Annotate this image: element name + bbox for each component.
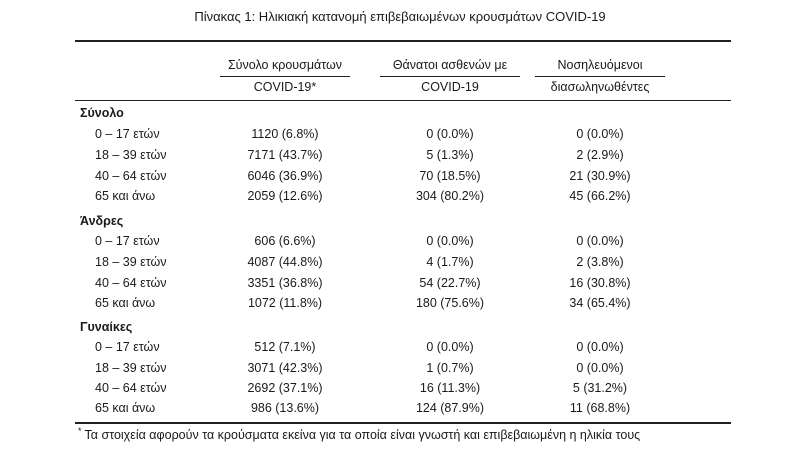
cases-cell: 606 (6.6%) <box>254 234 316 248</box>
table-caption: Πίνακας 1: Ηλικιακή κατανομή επιβεβαιωμένων κρουσμάτων COVID-19 <box>194 9 606 24</box>
age-range-cell: 18 – 39 ετών <box>95 361 167 375</box>
cases-cell: 7171 (43.7%) <box>247 148 323 162</box>
column-header-line1: Θάνατοι ασθενών με <box>380 55 520 77</box>
cases-cell: 6046 (36.9%) <box>247 169 323 183</box>
cases-cell: 1120 (6.8%) <box>251 127 319 141</box>
age-range-cell: 0 – 17 ετών <box>95 234 160 248</box>
table-row <box>0 169 800 189</box>
column-header-line2: COVID-19* <box>253 80 317 94</box>
intubated-cell: 0 (0.0%) <box>576 234 624 248</box>
deaths-cell: 124 (87.9%) <box>415 401 485 415</box>
cases-cell: 4087 (44.8%) <box>247 255 323 269</box>
deaths-cell: 0 (0.0%) <box>426 127 474 141</box>
cases-cell: 3071 (42.3%) <box>247 361 323 375</box>
cases-cell: 2692 (37.1%) <box>247 381 323 395</box>
table-row <box>0 255 800 275</box>
deaths-cell: 70 (18.5%) <box>419 169 481 183</box>
deaths-cell: 4 (1.7%) <box>426 255 474 269</box>
cases-cell: 2059 (12.6%) <box>247 189 323 203</box>
intubated-cell: 0 (0.0%) <box>576 127 624 141</box>
intubated-cell: 2 (2.9%) <box>576 148 624 162</box>
age-range-cell: 65 και άνω <box>95 401 156 415</box>
age-range-cell: 40 – 64 ετών <box>95 169 167 183</box>
age-range-cell: 0 – 17 ετών <box>95 340 160 354</box>
deaths-cell: 0 (0.0%) <box>426 234 474 248</box>
age-range-cell: 40 – 64 ετών <box>95 381 167 395</box>
age-range-cell: 40 – 64 ετών <box>95 276 167 290</box>
deaths-cell: 1 (0.7%) <box>426 361 474 375</box>
intubated-cell: 21 (30.9%) <box>569 169 631 183</box>
group-title-women: Γυναίκες <box>80 320 133 334</box>
column-header-line2: διασωληνωθέντες <box>550 80 650 94</box>
deaths-cell: 16 (11.3%) <box>419 381 481 395</box>
group-title-total: Σύνολο <box>80 106 124 120</box>
table-top-rule <box>75 40 731 42</box>
table-row <box>0 296 800 316</box>
deaths-cell: 0 (0.0%) <box>426 340 474 354</box>
footnote <box>78 426 640 442</box>
column-header-total-cases <box>220 55 350 98</box>
age-range-cell: 0 – 17 ετών <box>95 127 160 141</box>
table-row <box>0 401 800 421</box>
table-row <box>0 361 800 381</box>
deaths-cell: 5 (1.3%) <box>426 148 474 162</box>
table-row <box>0 381 800 401</box>
cases-cell: 512 (7.1%) <box>254 340 316 354</box>
intubated-cell: 11 (68.8%) <box>569 401 631 415</box>
intubated-cell: 16 (30.8%) <box>569 276 631 290</box>
column-header-deaths <box>380 55 520 98</box>
age-range-cell: 65 και άνω <box>95 189 156 203</box>
column-header-line1: Σύνολο κρουσμάτων <box>220 55 350 77</box>
column-header-line2: COVID-19 <box>421 80 479 94</box>
intubated-cell: 0 (0.0%) <box>576 340 624 354</box>
intubated-cell: 45 (66.2%) <box>569 189 631 203</box>
intubated-cell: 34 (65.4%) <box>569 296 631 310</box>
cases-cell: 3351 (36.8%) <box>247 276 323 290</box>
age-range-cell: 18 – 39 ετών <box>95 148 167 162</box>
table-bottom-rule <box>75 422 731 424</box>
table-row <box>0 189 800 209</box>
table-row <box>0 340 800 360</box>
intubated-cell: 2 (3.8%) <box>576 255 624 269</box>
group-title-men: Άνδρες <box>80 214 124 228</box>
table-row <box>0 234 800 254</box>
footnote-marker: * <box>78 426 82 436</box>
deaths-cell: 54 (22.7%) <box>419 276 481 290</box>
intubated-cell: 0 (0.0%) <box>576 361 624 375</box>
cases-cell: 1072 (11.8%) <box>247 296 323 310</box>
column-header-intubated <box>535 55 665 98</box>
age-range-cell: 18 – 39 ετών <box>95 255 167 269</box>
header-divider-rule <box>75 100 731 101</box>
age-range-cell: 65 και άνω <box>95 296 156 310</box>
intubated-cell: 5 (31.2%) <box>572 381 628 395</box>
table-row <box>0 127 800 147</box>
deaths-cell: 180 (75.6%) <box>415 296 485 310</box>
table-row <box>0 276 800 296</box>
table-row <box>0 148 800 168</box>
deaths-cell: 304 (80.2%) <box>415 189 485 203</box>
column-header-line1: Νοσηλευόμενοι <box>535 55 665 77</box>
footnote-text: Τα στοιχεία αφορούν τα κρούσματα εκείνα για τα οποία είναι γνωστή και επιβεβαιωμένη η ηλικία τους <box>84 428 641 443</box>
cases-cell: 986 (13.6%) <box>250 401 320 415</box>
